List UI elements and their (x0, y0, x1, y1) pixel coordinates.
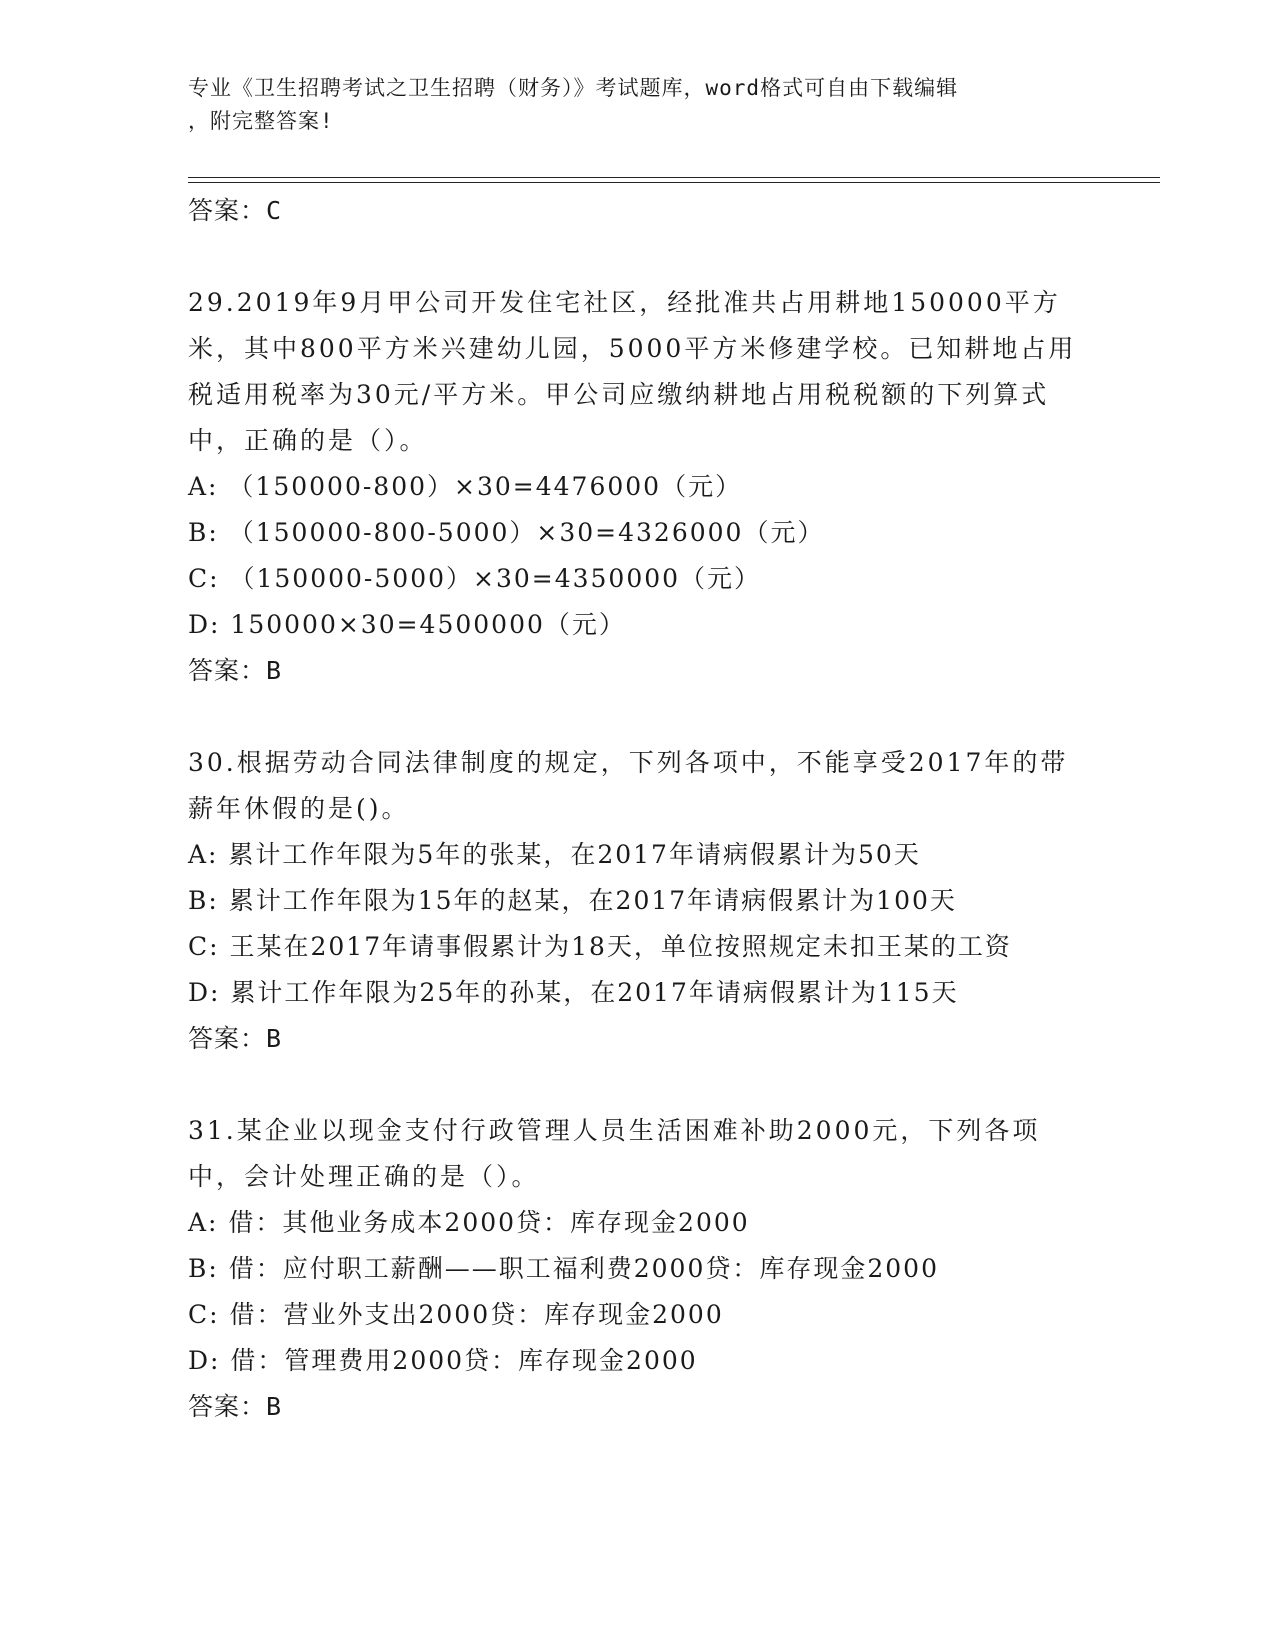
question-31 (188, 1108, 1088, 1430)
question-30 (188, 740, 1088, 1062)
option-d: D: 150000×30=4500000（元） (188, 610, 626, 639)
question-stem: 29.2019年9月甲公司开发住宅社区，经批准共占用耕地150000平方米，其中800平方米兴建幼儿园，5000平方米修建学校。已知耕地占用税适用税率为30元/平方米。甲公司应缴纳耕地占用税税额的下列算式中，正确的是（）。 (188, 288, 1077, 455)
option-c: C: 王某在2017年请事假累计为18天，单位按照规定未扣王某的工资 (188, 932, 1012, 961)
previous-answer: 答案：C (188, 196, 283, 225)
option-b: B: （150000-800-5000）×30=4326000（元） (188, 518, 825, 547)
document-body (188, 188, 1088, 1430)
option-d: D: 累计工作年限为25年的孙某，在2017年请病假累计为115天 (188, 978, 959, 1007)
header-line-2: ，附完整答案! (188, 109, 334, 133)
option-c: C: （150000-5000）×30=4350000（元） (188, 564, 762, 593)
question-29 (188, 280, 1088, 694)
option-a: A: 累计工作年限为5年的张某，在2017年请病假累计为50天 (188, 840, 921, 869)
question-stem: 30.根据劳动合同法律制度的规定，下列各项中，不能享受2017年的带薪年休假的是()。 (188, 748, 1069, 823)
option-a: A: （150000-800）×30=4476000（元） (188, 472, 743, 501)
option-b: B: 借：应付职工薪酬——职工福利费2000贷：库存现金2000 (188, 1254, 939, 1283)
question-answer: 答案：B (188, 1024, 283, 1053)
header-divider-top (188, 177, 1160, 178)
header-line-1: 专业《卫生招聘考试之卫生招聘（财务）》考试题库，word格式可自由下载编辑 (188, 76, 959, 100)
option-c: C: 借：营业外支出2000贷：库存现金2000 (188, 1300, 724, 1329)
page-header (188, 72, 1068, 138)
option-a: A: 借：其他业务成本2000贷：库存现金2000 (188, 1208, 750, 1237)
option-d: D: 借：管理费用2000贷：库存现金2000 (188, 1346, 698, 1375)
question-answer: 答案：B (188, 656, 283, 685)
question-stem: 31.某企业以现金支付行政管理人员生活困难补助2000元，下列各项中，会计处理正确的是（）。 (188, 1116, 1041, 1191)
option-b: B: 累计工作年限为15年的赵某，在2017年请病假累计为100天 (188, 886, 957, 915)
header-divider-bottom (188, 182, 1160, 183)
question-answer: 答案：B (188, 1392, 283, 1421)
